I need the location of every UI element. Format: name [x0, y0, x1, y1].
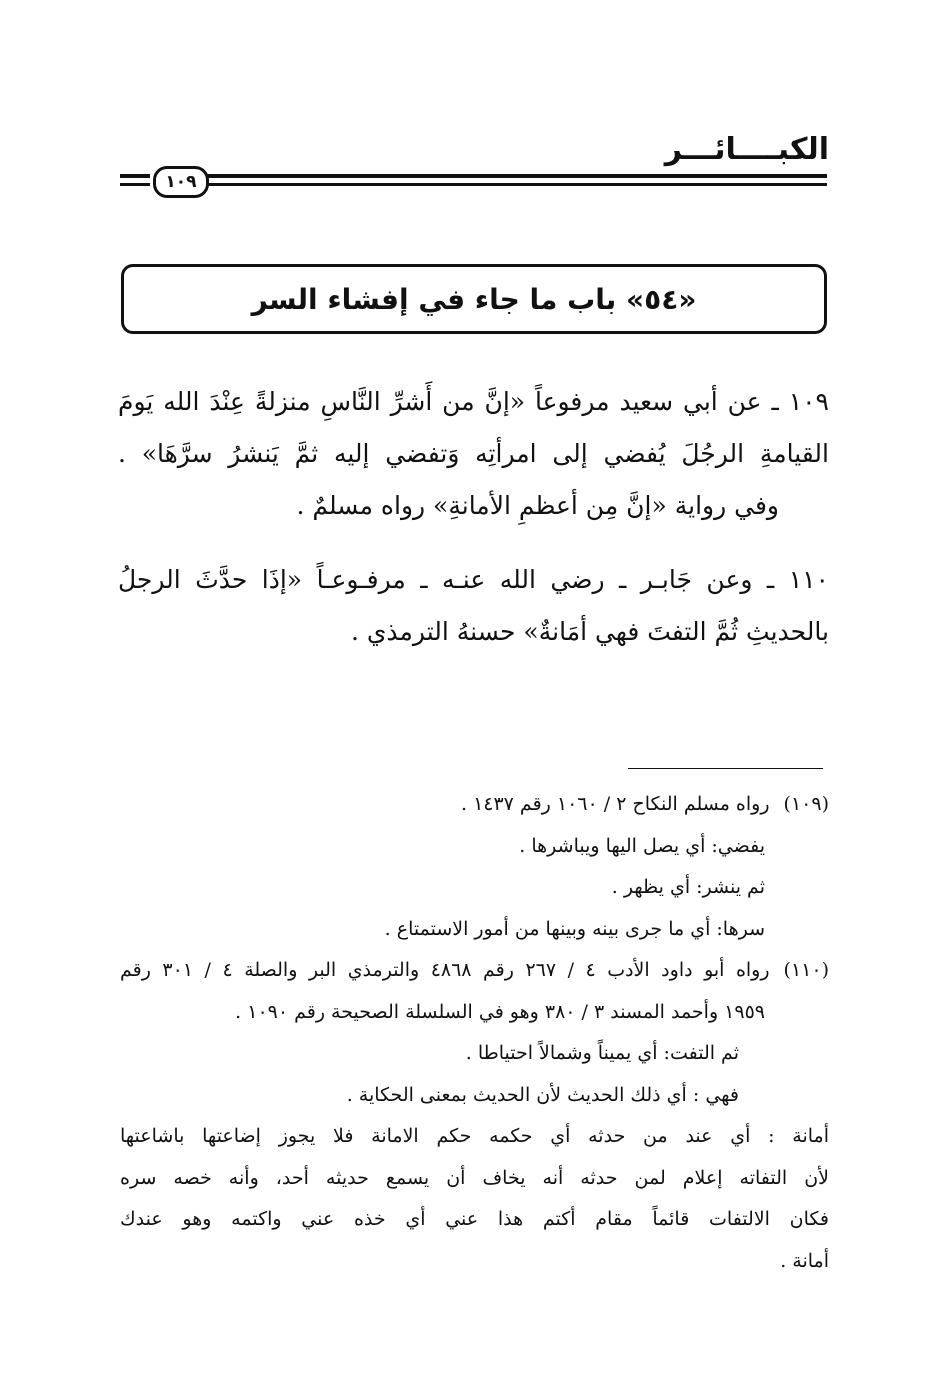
footnote-109-source: [120, 784, 829, 826]
footnote-110-source: [120, 950, 829, 992]
footnote-110-gloss-1: ثم التفت: أي يميناً وشمالاً احتياطا .: [465, 1042, 739, 1064]
hadith-109-line-3: وفي رواية «إنَّ مِن أعظمِ الأمانةِ» رواه مسلمٌ .: [296, 491, 779, 520]
page-number: ١٠٩: [153, 166, 209, 198]
header-rule: [205, 174, 827, 186]
hadith-110-line-2: بالحديثِ ثُمَّ التفتَ فهي أمَانةٌ» حسنهُ الترمذي .: [350, 617, 829, 646]
header-rule-short: [120, 174, 150, 186]
footnote-number: (١٠٩): [783, 793, 829, 815]
running-title: الكبــــائـــر: [664, 132, 829, 167]
footnote-109-gloss-3: سرها: أي ما جرى بينه وبينها من أمور الاستمتاع .: [384, 917, 765, 940]
footnotes: [120, 784, 829, 1282]
footnote-109-gloss-1: يفضي: أي يصل اليها ويباشرها .: [519, 834, 765, 857]
footnote-number: (١١٠): [783, 959, 830, 981]
spacer: [118, 532, 829, 554]
hadith-109-line-1: ١٠٩ ـ عن أبي سعيد مرفوعاً «إنَّ من أَشرِّ النَّاسِ منزلةً عِنْدَ الله يَومَ: [118, 387, 829, 416]
chapter-heading-box: [121, 264, 827, 334]
hadith-109-line-2: القيامةِ الرجُلَ يُفضي إلى امرأتِه وَتفضي إليه ثمَّ يَنشرُ سرَّهَا» .: [118, 439, 829, 468]
footnote-110-amana-2: لأن التفاته إعلام لمن حدثه أنه يخاف أن يسمع حديثه أحد، وأنه خصه سره: [120, 1166, 829, 1189]
footnote-110-amana-1: أمانة : أي عند من حدثه أي حكمه حكم الامانة فلا يجوز إضاعتها باشاعتها: [120, 1125, 829, 1147]
footnote-110-amana-3: فكان الالتفات قائماً مقام أكتم هذا عني أي خذه عني واكتمه وهو عندك: [120, 1208, 829, 1230]
footnote-text: رواه أبو داود الأدب ٤ / ٢٦٧ رقم ٤٨٦٨ والترمذي البر والصلة ٤ / ٣٠١ رقم: [120, 959, 770, 981]
footnote-110-source-cont: ١٩٥٩ وأحمد المسند ٣ / ٣٨٠ وهو في السلسلة الصحيحة رقم ١٠٩٠ .: [235, 1000, 765, 1023]
footnote-separator: [628, 768, 823, 769]
footnote-110-amana-4: أمانة .: [780, 1249, 829, 1272]
footnote-text: رواه مسلم النكاح ٢ / ١٠٦٠ رقم ١٤٣٧ .: [460, 793, 770, 815]
footnote-109-gloss-2: ثم ينشر: أي يظهر .: [611, 876, 765, 898]
footnote-110-gloss-2: فهي : أي ذلك الحديث لأن الحديث بمعنى الحكاية .: [346, 1083, 739, 1106]
chapter-title: «٥٤» باب ما جاء في إفشاء السر: [251, 282, 697, 316]
hadith-110-line-1: ١١٠ ـ وعن جَابـر ـ رضي الله عنـه ـ مرفـوعـاً «إذَا حدَّثَ الرجلُ: [118, 565, 829, 594]
main-text: [118, 376, 829, 658]
